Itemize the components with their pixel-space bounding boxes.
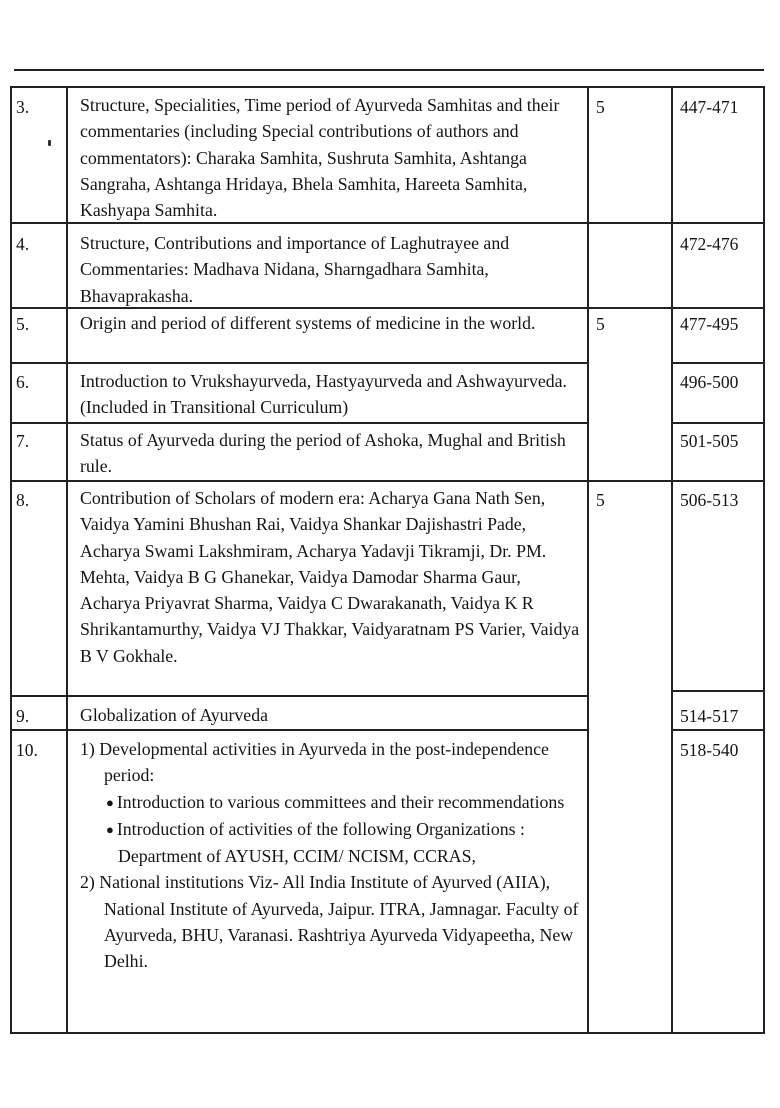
column-divider-topic — [66, 86, 68, 1033]
row-pages: 518-540 — [680, 740, 739, 760]
row-pages: 506-513 — [680, 490, 739, 510]
row-divider — [10, 362, 588, 364]
row-pages: 501-505 — [680, 431, 739, 451]
ink-speck — [48, 140, 51, 146]
row-topic: Structure, Contributions and importance of Laghutrayee and Commentaries: Madhava Nidana, Sharngadhara Samhita, Bhavaprakasha. — [80, 233, 510, 306]
row-pages: 514-517 — [680, 706, 739, 726]
row-number: 6. — [16, 372, 30, 392]
topic-bullet-text: Introduction of activities of the following Organizations : Department of AYUSH, CCIM/ NCISM, CCRAS, — [116, 818, 525, 867]
row-number: 10. — [16, 740, 38, 760]
topic-item-1: 1) Developmental activities in Ayurveda in the post-independence period: — [80, 739, 549, 786]
row-topic: Structure, Specialities, Time period of Ayurveda Samhitas and their commentaries (including Special contributions of authors and commentators): Charaka Samhita, Sushruta Samhita, Ashtanga Sangraha, Ashtanga Hridaya, Bhela Samhita, Hareeta Samhita, Kashyapa Samhita. — [80, 95, 560, 221]
row-divider — [10, 422, 588, 424]
row-divider — [671, 362, 765, 364]
row-divider — [10, 695, 588, 697]
row-divider — [671, 690, 765, 692]
row-divider — [10, 729, 588, 731]
row-divider — [671, 729, 765, 731]
table-border-top — [10, 86, 765, 88]
row-number: 9. — [16, 706, 30, 726]
row-hours: 5 — [596, 490, 605, 510]
row-number: 7. — [16, 431, 30, 451]
column-divider-hours — [587, 86, 589, 1033]
bullet-icon: ● — [106, 821, 114, 837]
row-topic: Origin and period of different systems of medicine in the world. — [80, 313, 536, 333]
table-border-left — [10, 86, 12, 1033]
row-topic: Globalization of Ayurveda — [80, 705, 268, 725]
row-number: 8. — [16, 490, 30, 510]
row-number: 5. — [16, 314, 30, 334]
page-top-rule — [14, 69, 764, 71]
table-border-bottom — [10, 1032, 765, 1034]
column-divider-pages — [671, 86, 673, 1033]
row-topic: Contribution of Scholars of modern era: Acharya Gana Nath Sen, Vaidya Yamini Bhushan Rai, Vaidya Shankar Dajishastri Pade, Acharya Swami Lakshmiram, Acharya Yadavji Tikramji, Dr. PM. Mehta, Vaidya B G Ghanekar, Vaidya Damodar Sharma Gaur, Acharya Priyavrat Sharma, Vaidya C Dwarakanath, Vaidya K R Shrikantamurthy, Vaidya VJ Thakkar, Vaidyaratnam PS Varier, Vaidya B V Gokhale. — [80, 488, 580, 666]
row-topic — [80, 736, 585, 975]
row-pages: 472-476 — [680, 234, 739, 254]
row-number: 4. — [16, 234, 30, 254]
table-border-right — [763, 86, 765, 1033]
bullet-icon: ● — [106, 794, 114, 810]
row-pages: 496-500 — [680, 372, 739, 392]
row-hours: 5 — [596, 97, 605, 117]
row-topic: Status of Ayurveda during the period of Ashoka, Mughal and British rule. — [80, 430, 566, 477]
row-divider — [10, 480, 765, 482]
topic-bullet-text: Introduction to various committees and their recommendations — [116, 791, 565, 812]
row-divider — [671, 422, 765, 424]
topic-item-2: 2) National institutions Viz- All India Institute of Ayurved (AIIA), National Institute of Ayurveda, Jaipur. ITRA, Jamnagar. Faculty of Ayurveda, BHU, Varanasi. Rashtriya Ayurveda Vidyapeetha, New Delhi. — [80, 872, 579, 972]
row-topic: Introduction to Vrukshayurveda, Hastyayurveda and Ashwayurveda. (Included in Transitional Curriculum) — [80, 371, 567, 418]
row-pages: 477-495 — [680, 314, 739, 334]
topic-bullet — [80, 816, 585, 870]
row-hours: 5 — [596, 314, 605, 334]
row-pages: 447-471 — [680, 97, 739, 117]
topic-bullet — [80, 789, 585, 816]
row-number: 3. — [16, 97, 30, 117]
